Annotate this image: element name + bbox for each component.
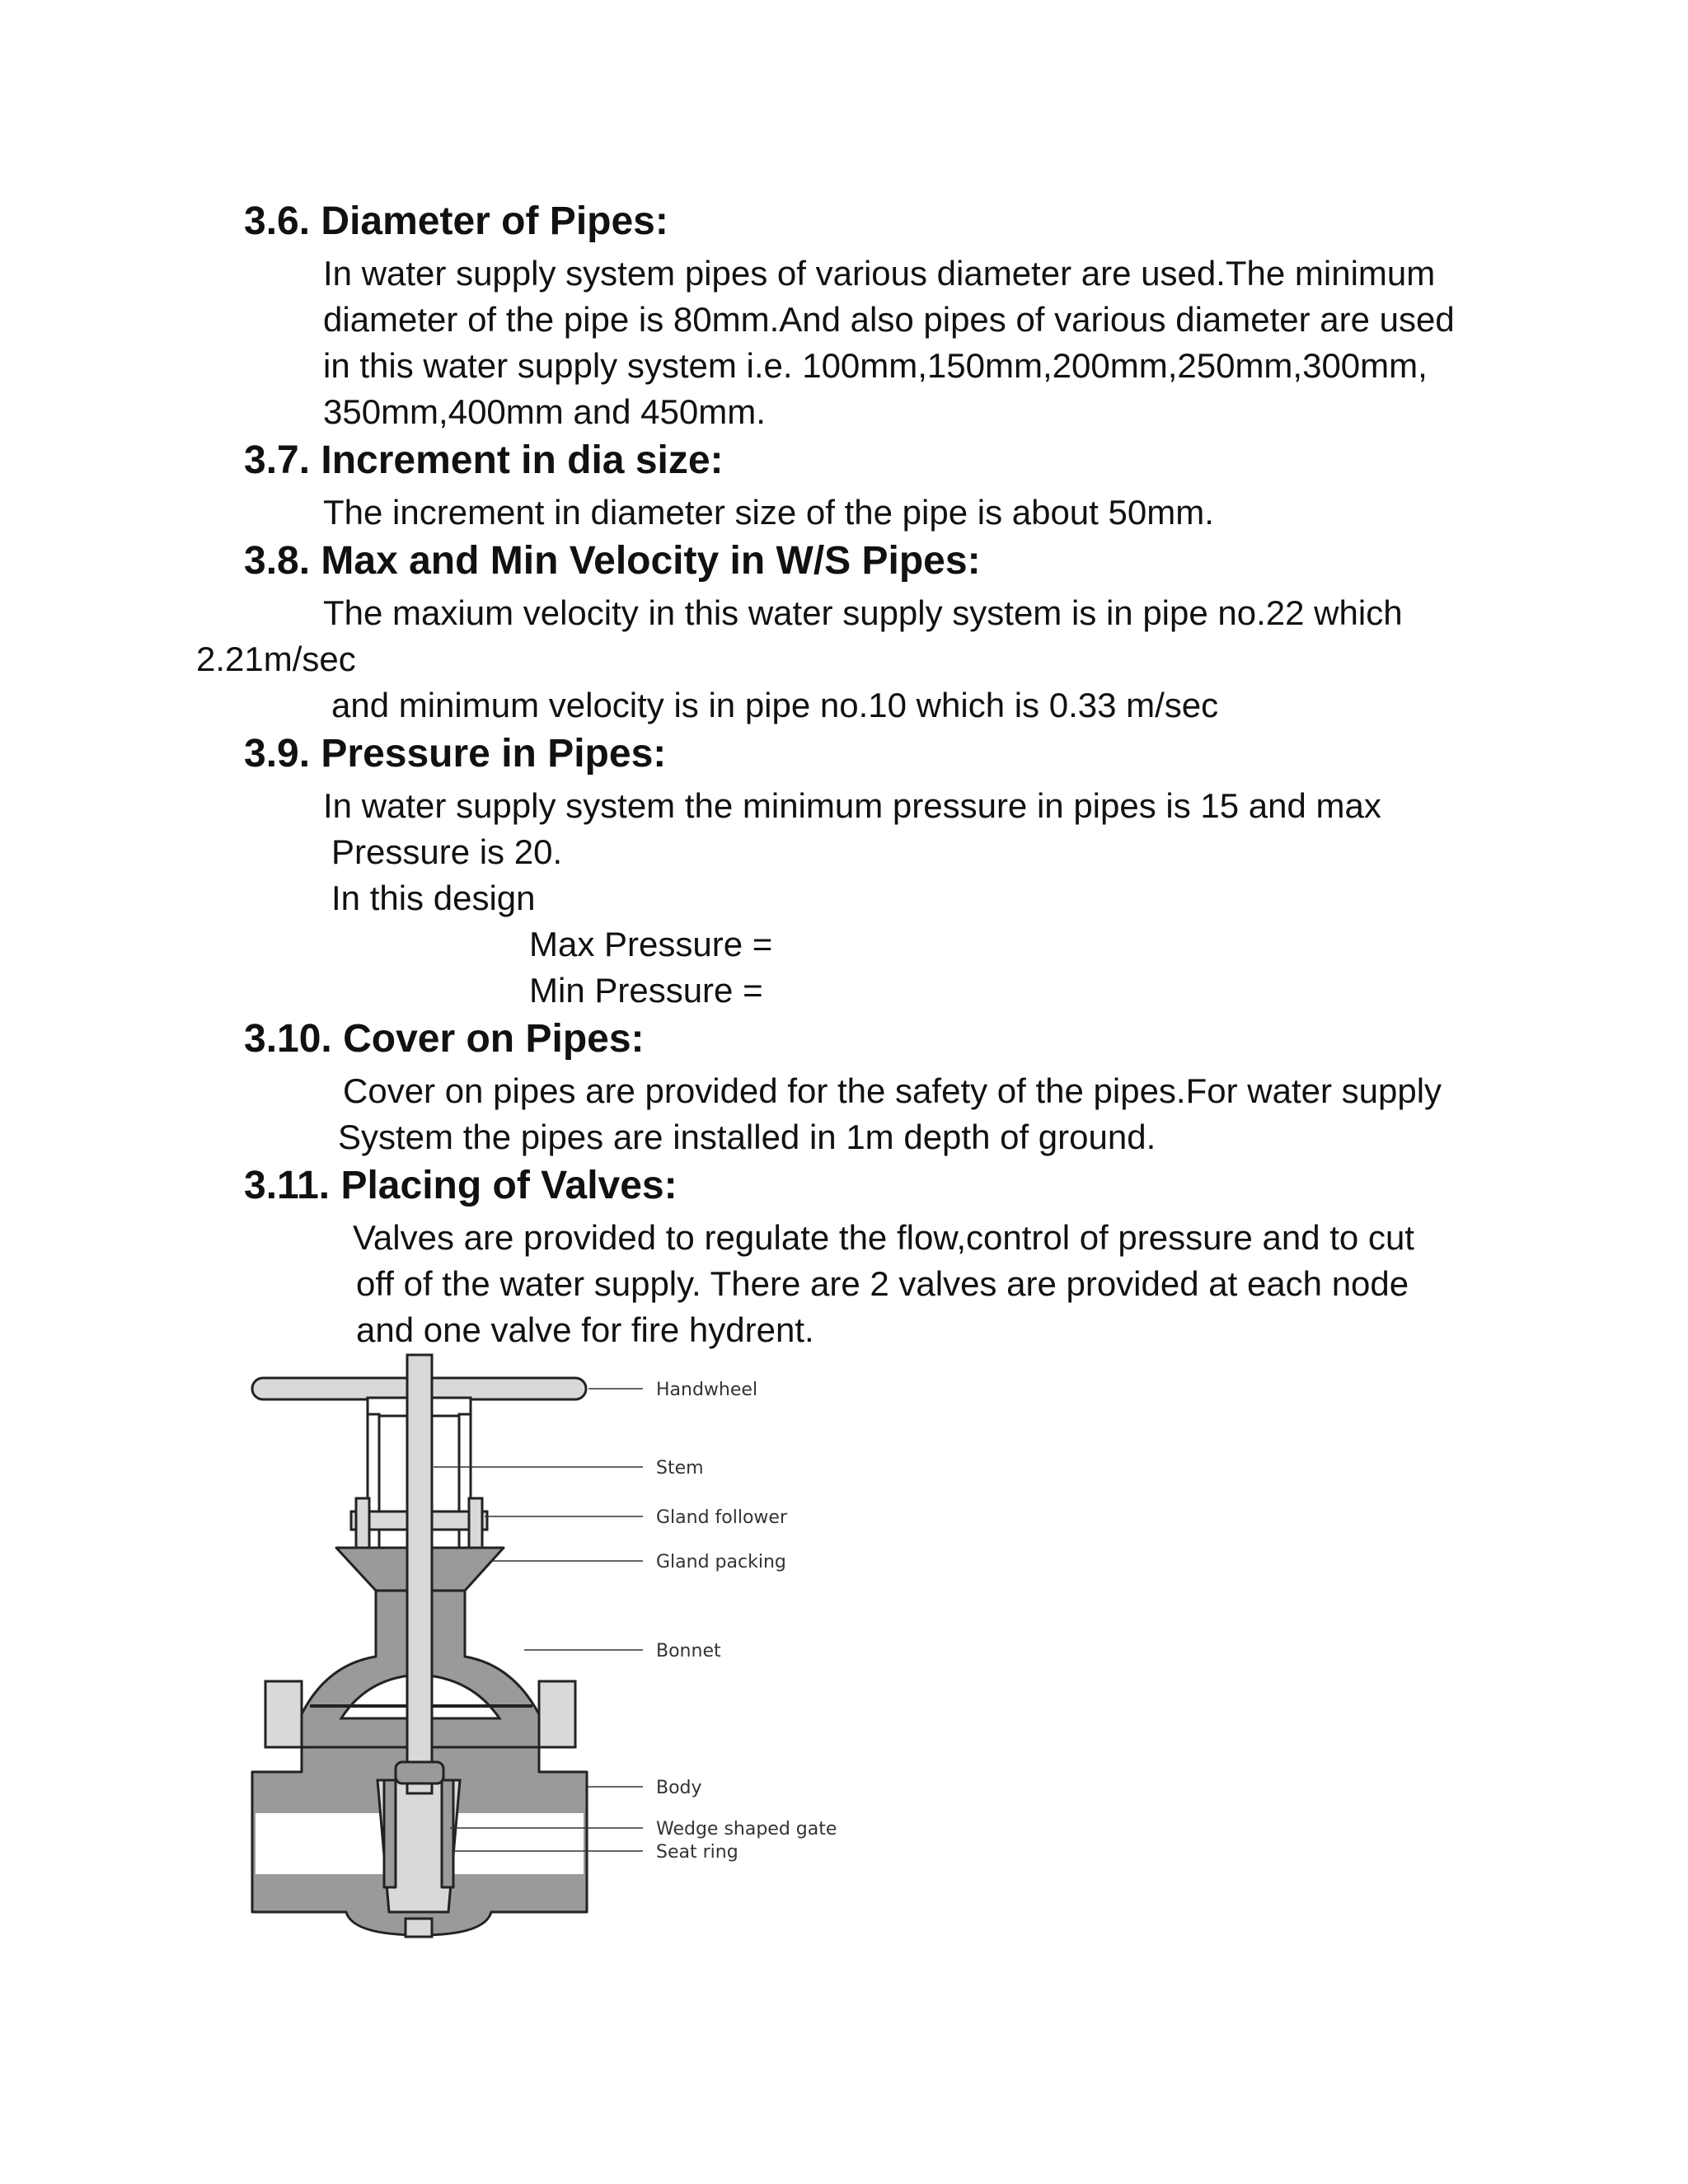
paragraph-line: 350mm,400mm and 450mm. xyxy=(323,392,766,431)
paragraph-line: off of the water supply. There are 2 valves are provided at each node xyxy=(356,1264,1409,1303)
max-pressure-line: Max Pressure = xyxy=(529,925,773,963)
paragraph-line: Cover on pipes are provided for the safety of the pipes.For water supply xyxy=(343,1071,1442,1110)
paragraph-line: Valves are provided to regulate the flow,control of pressure and to cut xyxy=(353,1218,1414,1257)
paragraph-line: System the pipes are installed in 1m depth of ground. xyxy=(338,1118,1156,1156)
label-wedge-gate: Wedge shaped gate xyxy=(656,1819,837,1840)
paragraph-line: In water supply system pipes of various diameter are used.The minimum xyxy=(323,254,1436,293)
label-seat-ring: Seat ring xyxy=(656,1842,738,1863)
paragraph-line: 2.21m/sec xyxy=(196,640,356,678)
label-bonnet: Bonnet xyxy=(656,1641,721,1661)
label-stem: Stem xyxy=(656,1458,704,1479)
seat-ring-shape xyxy=(384,1780,396,1887)
min-pressure-line: Min Pressure = xyxy=(529,971,763,1010)
label-gland-packing: Gland packing xyxy=(656,1552,786,1572)
heading-increment-in-dia-size: 3.7. Increment in dia size: xyxy=(244,438,724,482)
paragraph-line: and minimum velocity is in pipe no.10 which is 0.33 m/sec xyxy=(331,686,1219,724)
heading-placing-of-valves: 3.11. Placing of Valves: xyxy=(244,1164,678,1207)
label-gland-follower: Gland follower xyxy=(656,1507,788,1528)
label-body: Body xyxy=(656,1778,702,1798)
heading-pressure-in-pipes: 3.9. Pressure in Pipes: xyxy=(244,732,667,776)
paragraph-line: The maxium velocity in this water supply system is in pipe no.22 which xyxy=(323,593,1403,632)
gate-valve-diagram xyxy=(244,1352,870,1945)
paragraph-line: The increment in diameter size of the pipe is about 50mm. xyxy=(323,493,1214,532)
heading-max-min-velocity: 3.8. Max and Min Velocity in W/S Pipes: xyxy=(244,539,981,583)
heading-diameter-of-pipes: 3.6. Diameter of Pipes: xyxy=(244,199,668,243)
stem-shape xyxy=(407,1355,432,1793)
paragraph-line: diameter of the pipe is 80mm.And also pipes of various diameter are used xyxy=(323,300,1455,339)
paragraph-line: in this water supply system i.e. 100mm,150mm,200mm,250mm,300mm, xyxy=(323,346,1428,385)
paragraph-line: In water supply system the minimum pressure in pipes is 15 and max xyxy=(323,786,1381,825)
paragraph-line: and one valve for fire hydrent. xyxy=(356,1310,814,1349)
heading-cover-on-pipes: 3.10. Cover on Pipes: xyxy=(244,1017,645,1061)
label-handwheel: Handwheel xyxy=(656,1380,758,1400)
paragraph-line: In this design xyxy=(331,879,536,917)
paragraph-line: Pressure is 20. xyxy=(331,832,563,871)
